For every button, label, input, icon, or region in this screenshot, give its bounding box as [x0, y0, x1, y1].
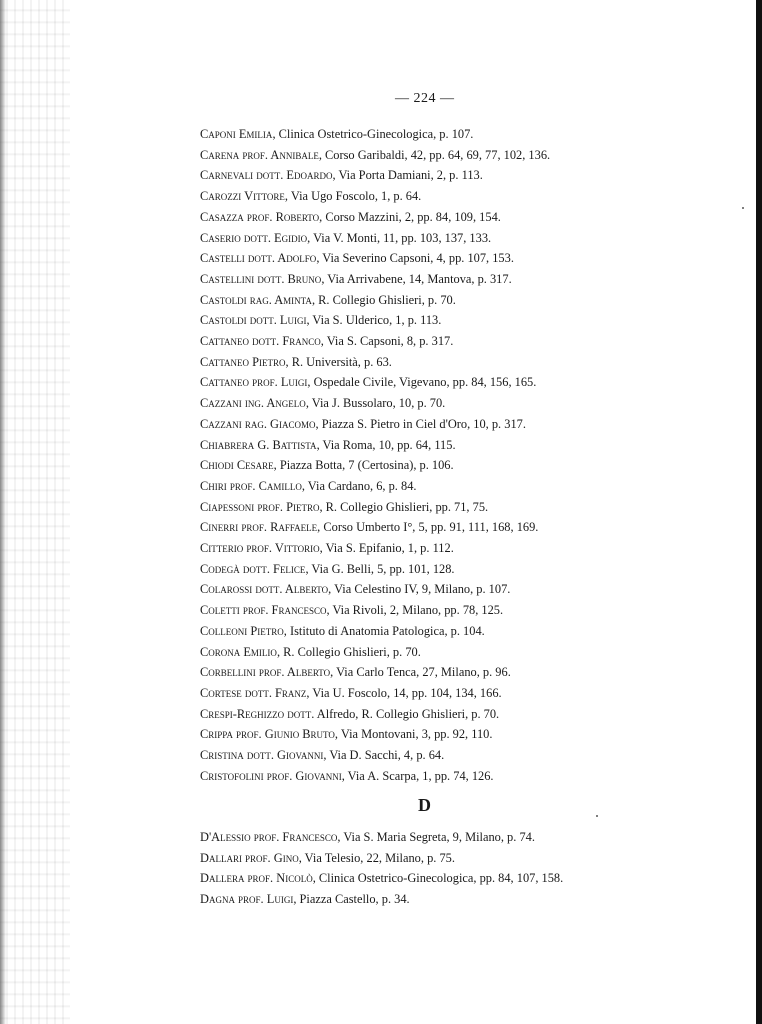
entry-details: , Corso Umberto I°, 5, pp. 91, 111, 168, 169. — [317, 520, 539, 535]
entry-details: , Via Arrivabene, 14, Mantova, p. 317. — [321, 271, 512, 286]
index-entry — [200, 704, 670, 725]
entry-details: , Via Severino Capsoni, 4, pp. 107, 153. — [316, 251, 514, 266]
index-entry — [200, 207, 670, 228]
entry-details: Alfredo, R. Collegio Ghislieri, p. 70. — [314, 706, 500, 721]
entry-details: , Piazza S. Pietro in Ciel d'Oro, 10, p. 317. — [315, 416, 526, 431]
index-entries-c — [200, 124, 670, 787]
index-entry — [200, 868, 670, 889]
entry-name: Castoldi dott. Luigi — [200, 313, 307, 328]
entry-details: , Via Ugo Foscolo, 1, p. 64. — [284, 189, 422, 204]
entry-name: Cristofolini prof. Giovanni — [200, 768, 342, 783]
index-entry — [200, 331, 670, 352]
index-entry — [200, 827, 670, 848]
entry-details: , Via Rivoli, 2, Milano, pp. 78, 125. — [326, 603, 504, 618]
entry-details: , Via G. Belli, 5, pp. 101, 128. — [305, 561, 455, 576]
entry-details: , Ospedale Civile, Vigevano, pp. 84, 156, 165. — [307, 375, 537, 390]
entry-name: Cazzani ing. Angelo — [200, 396, 306, 411]
entry-name: Dallera prof. Nicolò — [200, 871, 313, 886]
entry-details: , Piazza Castello, p. 34. — [293, 892, 410, 907]
index-entry — [200, 662, 670, 683]
index-entry — [200, 372, 670, 393]
scan-speck — [596, 815, 598, 817]
entry-name: Citterio prof. Vittorio — [200, 541, 320, 556]
index-entry — [200, 497, 670, 518]
entry-details: , Via Celestino IV, 9, Milano, p. 107. — [328, 582, 511, 597]
entry-name: Colarossi dott. Alberto — [200, 582, 329, 597]
index-entry — [200, 352, 670, 373]
index-entry — [200, 538, 670, 559]
index-entry — [200, 642, 670, 663]
entry-details: , Istituto di Anatomia Patologica, p. 104. — [283, 623, 485, 638]
index-entries-d — [200, 827, 670, 910]
index-entry — [200, 414, 670, 435]
entry-name: Carena prof. Annibale — [200, 147, 319, 162]
entry-name: Castoldi rag. Aminta — [200, 292, 312, 307]
entry-name: Cinerri prof. Raffaele — [200, 520, 318, 535]
entry-name: Cattaneo prof. Luigi — [200, 375, 308, 390]
index-entry — [200, 228, 670, 249]
section-heading-d: D — [418, 795, 431, 815]
entry-details: , Via Telesio, 22, Milano, p. 75. — [298, 850, 455, 865]
index-entry — [200, 393, 670, 414]
scan-shadow-left — [0, 0, 6, 1024]
index-entry — [200, 559, 670, 580]
index-entry — [200, 766, 670, 787]
index-entry — [200, 124, 670, 145]
entry-name: Casazza prof. Roberto — [200, 209, 320, 224]
index-entry — [200, 848, 670, 869]
index-entry — [200, 165, 670, 186]
entry-details: , Via Montovani, 3, pp. 92, 110. — [334, 727, 493, 742]
entry-details: , R. Collegio Ghislieri, p. 70. — [276, 644, 421, 659]
entry-name: D'Alessio prof. Francesco — [200, 830, 338, 844]
entry-name: Cristina dott. Giovanni — [200, 748, 324, 763]
scan-speck — [742, 207, 744, 209]
entry-details: , Piazza Botta, 7 (Certosina), p. 106. — [273, 458, 454, 473]
entry-name: Corona Emilio — [200, 644, 277, 659]
entry-name: Carnevali dott. Edoardo — [200, 168, 333, 183]
index-entry — [200, 724, 670, 745]
entry-details: , Clinica Ostetrico-Ginecologica, p. 107. — [272, 127, 474, 141]
entry-details: , Via Porta Damiani, 2, p. 113. — [332, 168, 483, 183]
entry-details: , Via Carlo Tenca, 27, Milano, p. 96. — [330, 665, 511, 680]
entry-details: , Via Cardano, 6, p. 84. — [301, 478, 417, 493]
index-entry — [200, 248, 670, 269]
entry-name: Castelli dott. Adolfo — [200, 251, 317, 266]
entry-details: , Via S. Capsoni, 8, p. 317. — [320, 334, 454, 349]
entry-details: , Via D. Sacchi, 4, p. 64. — [323, 748, 445, 763]
index-entry — [200, 621, 670, 642]
index-entry — [200, 269, 670, 290]
entry-name: Cattaneo Pietro — [200, 354, 286, 369]
entry-name: Cattaneo dott. Franco — [200, 334, 321, 349]
entry-details: , Via Roma, 10, pp. 64, 115. — [316, 437, 456, 452]
index-entry — [200, 517, 670, 538]
entry-name: Chiri prof. Camillo — [200, 478, 302, 493]
index-entry — [200, 145, 670, 166]
entry-name: Crippa prof. Giunio Bruto — [200, 727, 335, 742]
index-entry — [200, 455, 670, 476]
entry-name: Dagna prof. Luigi — [200, 892, 294, 907]
entry-name: Coletti prof. Francesco — [200, 603, 327, 618]
entry-name: Colleoni Pietro — [200, 623, 284, 638]
index-entry — [200, 889, 670, 910]
entry-name: Corbellini prof. Alberto — [200, 665, 331, 680]
index-entry — [200, 435, 670, 456]
entry-name: Cortese dott. Franz — [200, 685, 307, 700]
index-entry — [200, 476, 670, 497]
entry-name: Codegà dott. Felice — [200, 561, 306, 576]
entry-name: Chiodi Cesare — [200, 458, 274, 473]
entry-name: Caserio dott. Egidio — [200, 230, 308, 245]
index-entry — [200, 579, 670, 600]
index-entry — [200, 600, 670, 621]
entry-details: , Via A. Scarpa, 1, pp. 74, 126. — [341, 768, 494, 783]
entry-details: , Clinica Ostetrico-Ginecologica, pp. 84, 107, 158. — [312, 871, 564, 886]
entry-name: Cazzani rag. Giacomo — [200, 416, 316, 431]
entry-name: Ciapessoni prof. Pietro — [200, 499, 320, 514]
entry-name: Castellini dott. Bruno — [200, 271, 322, 286]
entry-details: , R. Università, p. 63. — [285, 354, 392, 369]
entry-name: Dallari prof. Gino — [200, 850, 299, 865]
page-number: — 224 — — [395, 91, 455, 106]
scan-border-right — [756, 0, 762, 1024]
entry-name: Chiabrera G. Battista — [200, 437, 317, 452]
entry-name: Crespi-Reghizzo dott. — [200, 706, 315, 721]
entry-details: , Via U. Foscolo, 14, pp. 104, 134, 166. — [306, 685, 502, 700]
index-entry — [200, 745, 670, 766]
entry-details: , Via S. Ulderico, 1, p. 113. — [306, 313, 442, 328]
entry-details: , R. Collegio Ghislieri, p. 70. — [311, 292, 456, 307]
index-entry — [200, 290, 670, 311]
index-entry — [200, 186, 670, 207]
entry-details: , Via J. Bussolaro, 10, p. 70. — [305, 396, 446, 411]
entry-details: , Via V. Monti, 11, pp. 103, 137, 133. — [307, 230, 492, 245]
entry-details: , Corso Garibaldi, 42, pp. 64, 69, 77, 102, 136. — [318, 147, 551, 162]
entry-details: , R. Collegio Ghislieri, pp. 71, 75. — [319, 499, 489, 514]
entry-name: Caponi Emilia — [200, 127, 273, 141]
index-entry — [200, 310, 670, 331]
scanned-binding-edge — [0, 0, 70, 1024]
entry-details: , Via S. Epifanio, 1, p. 112. — [319, 541, 454, 556]
entry-details: , Via S. Maria Segreta, 9, Milano, p. 74. — [337, 830, 535, 844]
entry-name: Carozzi Vittore — [200, 189, 285, 204]
index-entry — [200, 683, 670, 704]
entry-details: , Corso Mazzini, 2, pp. 84, 109, 154. — [319, 209, 501, 224]
